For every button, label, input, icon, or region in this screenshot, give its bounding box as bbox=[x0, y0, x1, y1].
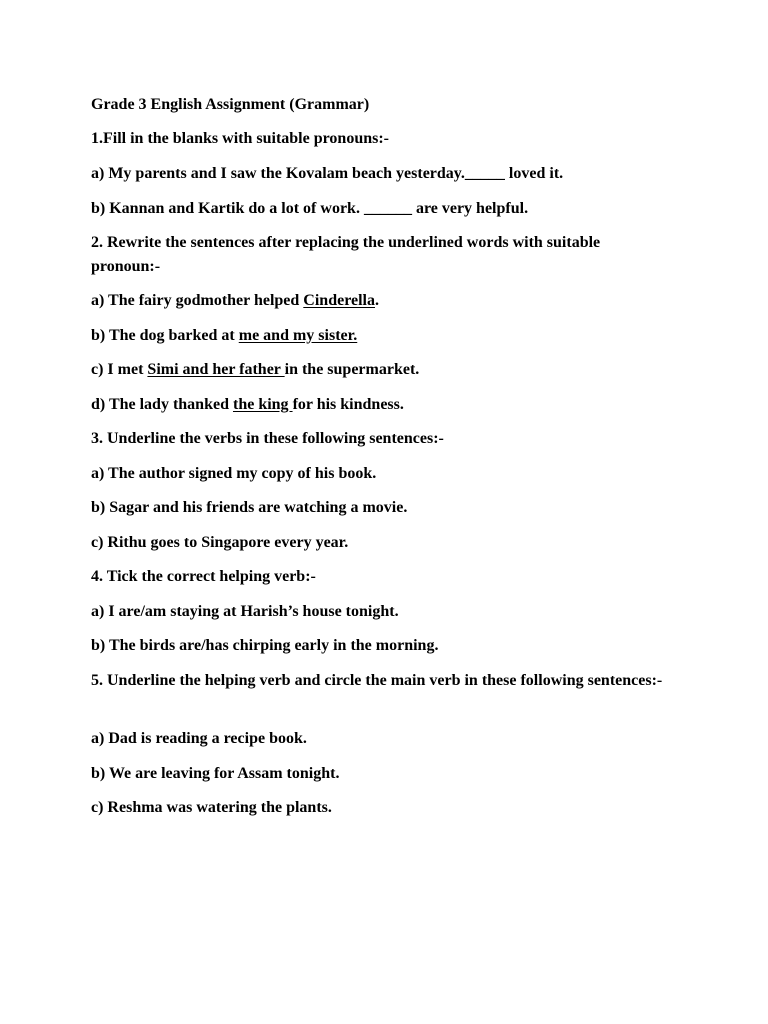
q4-item-b: b) The birds are/has chirping early in the morning. bbox=[91, 637, 439, 654]
q2-c-pre: c) I met bbox=[91, 361, 148, 378]
q3-item-a: a) The author signed my copy of his book. bbox=[91, 465, 377, 482]
q2-item-a bbox=[91, 289, 379, 313]
worksheet-title: Grade 3 English Assignment (Grammar) bbox=[91, 96, 370, 113]
q1-heading: 1.Fill in the blanks with suitable pronouns:- bbox=[91, 130, 390, 147]
q2-c-underlined: Simi and her father bbox=[147, 361, 285, 378]
q2-a-pre: a) The fairy godmother helped bbox=[91, 292, 304, 309]
q2-item-d bbox=[91, 393, 404, 417]
q4-heading: 4. Tick the correct helping verb:- bbox=[91, 568, 316, 585]
q2-c-post: in the supermarket. bbox=[284, 361, 420, 378]
q3-heading: 3. Underline the verbs in these following sentences:- bbox=[91, 430, 444, 447]
q3-item-b: b) Sagar and his friends are watching a movie. bbox=[91, 499, 408, 516]
q2-b-pre: b) The dog barked at bbox=[91, 327, 239, 344]
q2-a-post: . bbox=[375, 292, 379, 309]
q1-item-b: b) Kannan and Kartik do a lot of work. ______ are very helpful. bbox=[91, 200, 529, 217]
q2-d-pre: d) The lady thanked bbox=[91, 396, 233, 413]
q2-d-underlined: the king bbox=[232, 396, 293, 413]
q5-item-b: b) We are leaving for Assam tonight. bbox=[91, 765, 340, 782]
q2-item-b bbox=[91, 324, 357, 348]
q5-heading: 5. Underline the helping verb and circle the main verb in these following sentences:- bbox=[91, 672, 663, 689]
q5-item-c: c) Reshma was watering the plants. bbox=[91, 799, 332, 816]
q2-d-post: for his kindness. bbox=[292, 396, 404, 413]
q2-item-c bbox=[91, 358, 419, 382]
q2-b-underlined: me and my sister. bbox=[238, 327, 358, 344]
q3-item-c: c) Rithu goes to Singapore every year. bbox=[91, 534, 349, 551]
q2-heading: 2. Rewrite the sentences after replacing the underlined words with suitable pronoun:- bbox=[91, 234, 601, 275]
q2-a-underlined: Cinderella bbox=[303, 292, 375, 309]
q1-item-a: a) My parents and I saw the Kovalam beach yesterday._____ loved it. bbox=[91, 165, 564, 182]
q5-item-a: a) Dad is reading a recipe book. bbox=[91, 730, 307, 747]
q4-item-a: a) I are/am staying at Harish’s house tonight. bbox=[91, 603, 399, 620]
